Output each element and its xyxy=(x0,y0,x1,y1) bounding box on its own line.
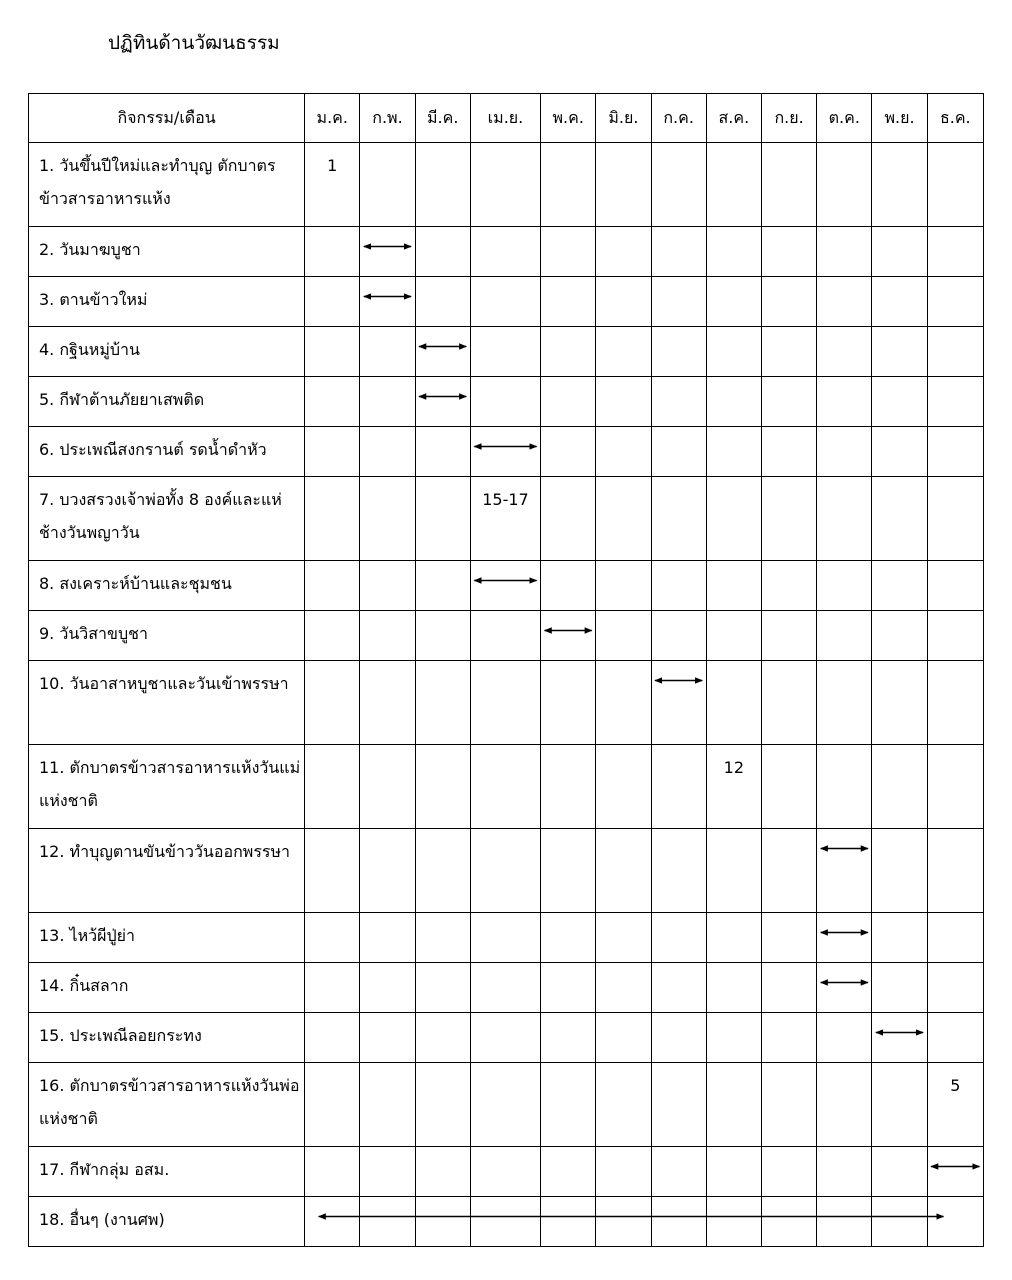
month-cell xyxy=(927,913,983,963)
month-cell xyxy=(651,913,706,963)
month-cell xyxy=(817,377,872,427)
month-cell xyxy=(360,561,415,611)
month-cell xyxy=(596,661,651,745)
month-cell xyxy=(596,427,651,477)
month-cell xyxy=(817,1147,872,1197)
month-cell xyxy=(360,661,415,745)
month-cell xyxy=(305,913,360,963)
month-cell xyxy=(817,1197,872,1247)
month-cell xyxy=(305,1063,360,1147)
month-header: พ.ค. xyxy=(541,94,596,143)
month-cell xyxy=(596,1147,651,1197)
month-cell xyxy=(305,561,360,611)
month-cell xyxy=(360,1013,415,1063)
month-cell xyxy=(305,1013,360,1063)
month-cell xyxy=(817,963,872,1013)
activity-header: กิจกรรม/เดือน xyxy=(29,94,305,143)
month-cell xyxy=(761,1197,816,1247)
month-cell xyxy=(360,227,415,277)
month-cell xyxy=(305,1197,360,1247)
month-header: ส.ค. xyxy=(706,94,761,143)
month-cell xyxy=(360,611,415,661)
table-row xyxy=(29,913,984,963)
month-cell xyxy=(927,829,983,913)
month-cell xyxy=(761,477,816,561)
month-cell xyxy=(761,277,816,327)
activity-cell: 8. สงเคราะห์บ้านและชุมชน xyxy=(29,561,305,611)
month-cell xyxy=(305,829,360,913)
month-cell xyxy=(651,661,706,745)
month-cell xyxy=(761,745,816,829)
month-cell xyxy=(360,477,415,561)
month-cell xyxy=(541,561,596,611)
month-cell xyxy=(872,1147,927,1197)
month-cell xyxy=(415,1063,470,1147)
table-row xyxy=(29,1147,984,1197)
table-row xyxy=(29,427,984,477)
activity-cell: 15. ประเพณีลอยกระทง xyxy=(29,1013,305,1063)
month-cell xyxy=(651,277,706,327)
month-cell xyxy=(872,327,927,377)
month-cell xyxy=(541,1147,596,1197)
table-row xyxy=(29,377,984,427)
month-cell xyxy=(817,611,872,661)
month-cell xyxy=(706,143,761,227)
month-cell xyxy=(651,427,706,477)
month-cell xyxy=(305,611,360,661)
month-cell xyxy=(470,143,540,227)
month-cell xyxy=(706,561,761,611)
table-row xyxy=(29,661,984,745)
month-cell xyxy=(470,661,540,745)
month-cell xyxy=(817,143,872,227)
month-cell xyxy=(596,561,651,611)
month-cell xyxy=(360,1147,415,1197)
activity-cell: 10. วันอาสาหบูชาและวันเข้าพรรษา xyxy=(29,661,305,745)
table-row xyxy=(29,963,984,1013)
month-cell xyxy=(761,1013,816,1063)
month-cell xyxy=(470,327,540,377)
month-cell xyxy=(872,1197,927,1247)
month-cell xyxy=(872,561,927,611)
month-cell xyxy=(415,227,470,277)
month-cell xyxy=(927,427,983,477)
month-cell xyxy=(470,227,540,277)
month-cell xyxy=(872,913,927,963)
month-cell xyxy=(872,611,927,661)
month-cell xyxy=(817,1063,872,1147)
activity-cell: 18. อื่นๆ (งานศพ) xyxy=(29,1197,305,1247)
month-cell xyxy=(817,227,872,277)
month-cell xyxy=(360,963,415,1013)
month-cell xyxy=(927,227,983,277)
activity-cell: 13. ไหว้ผีปู่ย่า xyxy=(29,913,305,963)
month-cell xyxy=(360,427,415,477)
month-cell xyxy=(872,427,927,477)
month-cell xyxy=(817,327,872,377)
month-cell xyxy=(305,377,360,427)
month-cell xyxy=(596,327,651,377)
month-cell xyxy=(541,427,596,477)
month-cell xyxy=(872,377,927,427)
month-cell xyxy=(305,327,360,377)
month-cell xyxy=(706,427,761,477)
month-cell xyxy=(706,227,761,277)
month-cell xyxy=(596,377,651,427)
month-cell xyxy=(305,1147,360,1197)
month-cell xyxy=(872,277,927,327)
month-cell xyxy=(872,143,927,227)
month-cell xyxy=(761,1063,816,1147)
month-cell xyxy=(541,1013,596,1063)
activity-cell: 17. กีฬากลุ่ม อสม. xyxy=(29,1147,305,1197)
month-cell xyxy=(706,661,761,745)
month-cell xyxy=(817,427,872,477)
month-cell xyxy=(761,327,816,377)
month-cell xyxy=(927,143,983,227)
month-cell xyxy=(360,143,415,227)
month-cell xyxy=(761,829,816,913)
month-cell xyxy=(927,745,983,829)
month-cell xyxy=(305,745,360,829)
month-cell xyxy=(470,913,540,963)
table-row xyxy=(29,1197,984,1247)
table-row xyxy=(29,1013,984,1063)
date-label: 15-17 xyxy=(470,477,540,561)
month-cell xyxy=(761,661,816,745)
month-header: ต.ค. xyxy=(817,94,872,143)
month-cell xyxy=(470,277,540,327)
month-cell xyxy=(596,745,651,829)
month-cell xyxy=(706,1013,761,1063)
month-cell xyxy=(651,1013,706,1063)
month-cell xyxy=(596,829,651,913)
table-row xyxy=(29,227,984,277)
month-cell xyxy=(541,611,596,661)
month-cell xyxy=(706,1197,761,1247)
activity-cell: 3. ตานข้าวใหม่ xyxy=(29,277,305,327)
month-cell xyxy=(541,327,596,377)
month-cell xyxy=(415,477,470,561)
month-cell xyxy=(470,1063,540,1147)
month-cell xyxy=(305,227,360,277)
month-cell xyxy=(596,611,651,661)
month-cell xyxy=(596,1013,651,1063)
month-cell xyxy=(651,477,706,561)
month-cell xyxy=(706,913,761,963)
month-cell xyxy=(360,745,415,829)
month-cell xyxy=(415,427,470,477)
month-cell xyxy=(305,427,360,477)
month-cell xyxy=(541,745,596,829)
month-cell xyxy=(360,277,415,327)
month-cell xyxy=(872,227,927,277)
month-cell xyxy=(927,1147,983,1197)
month-cell xyxy=(706,611,761,661)
month-cell xyxy=(761,427,816,477)
month-cell xyxy=(596,477,651,561)
month-cell xyxy=(470,745,540,829)
month-cell xyxy=(415,829,470,913)
month-cell xyxy=(651,1197,706,1247)
table-row xyxy=(29,477,984,561)
month-cell xyxy=(415,377,470,427)
month-cell xyxy=(927,1197,983,1247)
month-cell xyxy=(761,611,816,661)
month-cell xyxy=(470,561,540,611)
month-cell xyxy=(651,963,706,1013)
month-header: ธ.ค. xyxy=(927,94,983,143)
month-cell xyxy=(470,829,540,913)
month-cell xyxy=(541,227,596,277)
month-cell xyxy=(470,427,540,477)
month-cell xyxy=(651,1063,706,1147)
month-cell xyxy=(872,963,927,1013)
month-cell xyxy=(360,377,415,427)
month-header: ก.ย. xyxy=(761,94,816,143)
month-header: เม.ย. xyxy=(470,94,540,143)
month-header: ก.ค. xyxy=(651,94,706,143)
month-cell xyxy=(360,1063,415,1147)
table-row xyxy=(29,611,984,661)
month-cell xyxy=(541,1063,596,1147)
month-cell xyxy=(761,913,816,963)
activity-cell: 1. วันขึ้นปีใหม่และทำบุญ ตักบาตรข้าวสารอาหารแห้ง xyxy=(29,143,305,227)
month-cell xyxy=(541,377,596,427)
month-cell xyxy=(470,1013,540,1063)
month-cell xyxy=(817,561,872,611)
activity-cell: 2. วันมาฆบูชา xyxy=(29,227,305,277)
month-cell xyxy=(872,1013,927,1063)
month-cell xyxy=(470,1197,540,1247)
month-cell xyxy=(415,277,470,327)
activity-cell: 7. บวงสรวงเจ้าพ่อทั้ง 8 องค์และแห่ช้างวันพญาวัน xyxy=(29,477,305,561)
month-cell xyxy=(470,377,540,427)
month-header: ม.ค. xyxy=(305,94,360,143)
month-cell xyxy=(305,277,360,327)
month-cell xyxy=(761,561,816,611)
month-cell xyxy=(651,1147,706,1197)
month-cell xyxy=(541,829,596,913)
month-cell xyxy=(360,327,415,377)
table-row xyxy=(29,277,984,327)
table-row xyxy=(29,327,984,377)
month-cell xyxy=(596,227,651,277)
month-cell xyxy=(817,1013,872,1063)
month-cell xyxy=(415,913,470,963)
month-cell xyxy=(651,829,706,913)
activity-cell: 6. ประเพณีสงกรานต์ รดน้ำดำหัว xyxy=(29,427,305,477)
month-cell xyxy=(706,377,761,427)
month-cell xyxy=(706,477,761,561)
month-cell xyxy=(415,963,470,1013)
header-row xyxy=(29,94,984,143)
month-cell xyxy=(470,963,540,1013)
activity-cell: 14. กิ๋นสลาก xyxy=(29,963,305,1013)
month-header: มี.ค. xyxy=(415,94,470,143)
activity-cell: 12. ทำบุญตานขันข้าววันออกพรรษา xyxy=(29,829,305,913)
activity-cell: 9. วันวิสาขบูชา xyxy=(29,611,305,661)
month-cell xyxy=(872,1063,927,1147)
table-row xyxy=(29,561,984,611)
month-cell xyxy=(706,327,761,377)
month-cell xyxy=(817,745,872,829)
page-title: ปฏิทินด้านวัฒนธรรม xyxy=(108,32,280,54)
month-cell xyxy=(761,143,816,227)
month-cell xyxy=(415,327,470,377)
table-row xyxy=(29,829,984,913)
month-cell xyxy=(927,327,983,377)
month-cell xyxy=(872,477,927,561)
month-cell xyxy=(761,963,816,1013)
month-cell xyxy=(596,913,651,963)
month-cell xyxy=(305,661,360,745)
activity-cell: 11. ตักบาตรข้าวสารอาหารแห้งวันแม่แห่งชาติ xyxy=(29,745,305,829)
month-cell xyxy=(541,913,596,963)
month-cell xyxy=(415,1197,470,1247)
activity-cell: 5. กีฬาต้านภัยยาเสพติด xyxy=(29,377,305,427)
table-row xyxy=(29,1063,984,1147)
month-cell xyxy=(927,561,983,611)
month-cell xyxy=(415,611,470,661)
month-cell xyxy=(927,477,983,561)
month-header: ก.พ. xyxy=(360,94,415,143)
month-cell xyxy=(596,1063,651,1147)
month-cell xyxy=(706,1063,761,1147)
month-cell xyxy=(541,1197,596,1247)
month-cell xyxy=(706,277,761,327)
date-label: 12 xyxy=(706,745,761,829)
month-cell xyxy=(415,1147,470,1197)
month-cell xyxy=(872,829,927,913)
activity-cell: 16. ตักบาตรข้าวสารอาหารแห้งวันพ่อแห่งชาติ xyxy=(29,1063,305,1147)
month-cell xyxy=(415,561,470,611)
month-cell xyxy=(415,661,470,745)
month-cell xyxy=(596,963,651,1013)
month-cell xyxy=(817,277,872,327)
month-header: มิ.ย. xyxy=(596,94,651,143)
month-cell xyxy=(360,1197,415,1247)
month-cell xyxy=(706,829,761,913)
month-header: พ.ย. xyxy=(872,94,927,143)
month-cell xyxy=(817,477,872,561)
month-cell xyxy=(541,661,596,745)
activity-cell: 4. กฐินหมู่บ้าน xyxy=(29,327,305,377)
month-cell xyxy=(927,1013,983,1063)
month-cell xyxy=(651,327,706,377)
month-cell xyxy=(817,829,872,913)
month-cell xyxy=(541,963,596,1013)
month-cell xyxy=(706,1147,761,1197)
month-cell xyxy=(817,913,872,963)
month-cell xyxy=(651,227,706,277)
month-cell xyxy=(651,561,706,611)
month-cell xyxy=(927,661,983,745)
month-cell xyxy=(927,963,983,1013)
month-cell xyxy=(541,277,596,327)
month-cell xyxy=(651,377,706,427)
month-cell xyxy=(872,661,927,745)
month-cell xyxy=(761,377,816,427)
month-cell xyxy=(761,227,816,277)
month-cell xyxy=(305,963,360,1013)
month-cell xyxy=(596,143,651,227)
month-cell xyxy=(541,477,596,561)
table-row xyxy=(29,745,984,829)
month-cell xyxy=(706,963,761,1013)
month-cell xyxy=(596,1197,651,1247)
month-cell xyxy=(817,661,872,745)
month-cell xyxy=(596,277,651,327)
month-cell xyxy=(415,143,470,227)
culture-calendar-table xyxy=(28,93,984,1247)
month-cell xyxy=(305,477,360,561)
date-label: 1 xyxy=(305,143,360,227)
month-cell xyxy=(927,377,983,427)
month-cell xyxy=(761,1147,816,1197)
month-cell xyxy=(360,829,415,913)
month-cell xyxy=(541,143,596,227)
month-cell xyxy=(360,913,415,963)
month-cell xyxy=(415,1013,470,1063)
date-label: 5 xyxy=(927,1063,983,1147)
month-cell xyxy=(651,745,706,829)
month-cell xyxy=(651,611,706,661)
month-cell xyxy=(415,745,470,829)
table-row xyxy=(29,143,984,227)
month-cell xyxy=(470,1147,540,1197)
month-cell xyxy=(651,143,706,227)
month-cell xyxy=(470,611,540,661)
month-cell xyxy=(872,745,927,829)
month-cell xyxy=(927,611,983,661)
month-cell xyxy=(927,277,983,327)
